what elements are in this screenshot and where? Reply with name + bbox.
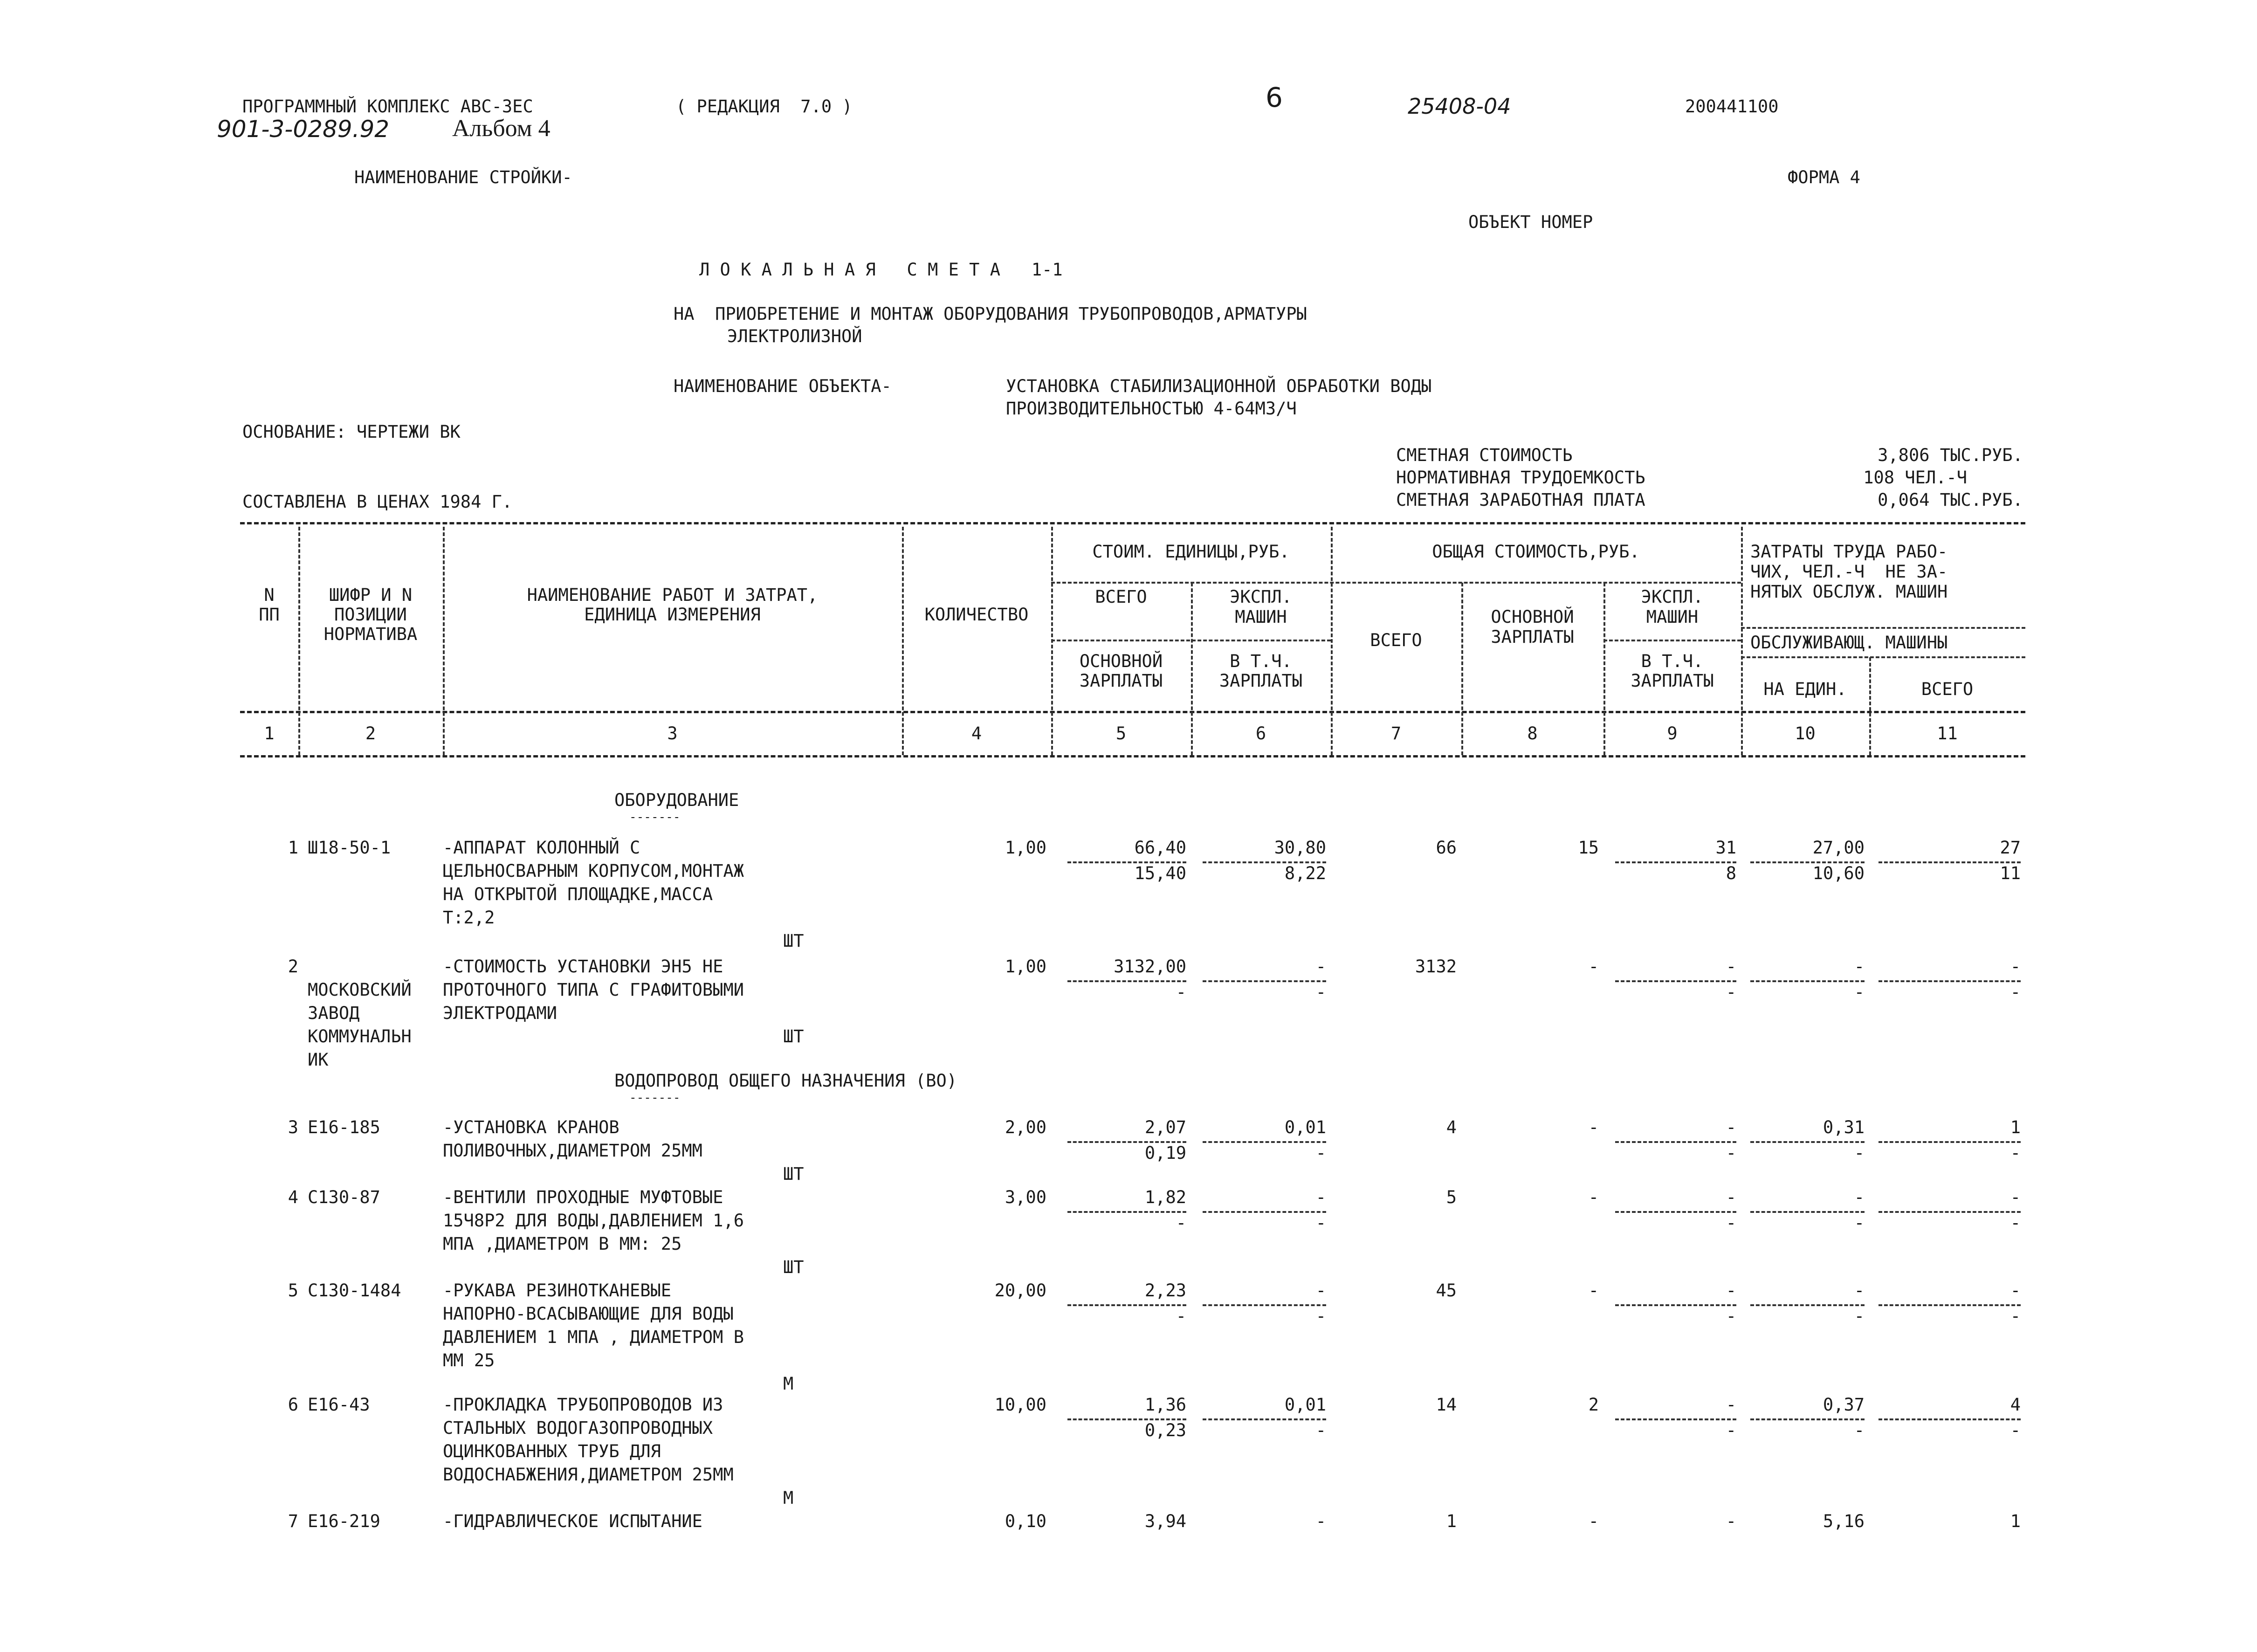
row-unit-cost-total: 1,82 (1144, 1187, 1186, 1207)
th-unit-basic-1: ОСНОВНОЙ (1079, 651, 1163, 671)
summary-value-salary: 0,064 ТЫС.РУБ. (1878, 490, 2023, 510)
row-labor-total: - (2010, 1280, 2021, 1301)
row-unit-basic-salary: - (1176, 982, 1186, 1002)
th-quantity: КОЛИЧЕСТВО (924, 605, 1029, 625)
row-total-incl-salary: - (1726, 1306, 1736, 1326)
row-labor-mach-total: - (2010, 1420, 2021, 1440)
row-unit-incl-salary: - (1315, 1213, 1326, 1233)
row-unit-cost-mach: - (1315, 957, 1326, 977)
estimate-title: Л О К А Л Ь Н А Я С М Е Т А 1-1 (699, 260, 1063, 280)
row-name-line: ЭЛЕКТРОДАМИ (443, 1003, 557, 1023)
row-number: 6 (288, 1395, 298, 1415)
row-labor-mach-total: - (2010, 1213, 2021, 1233)
row-labor-unit: 27,00 (1812, 838, 1865, 858)
row-unit-incl-salary: - (1315, 1143, 1326, 1163)
row-labor-unit: 5,16 (1823, 1511, 1865, 1531)
section-equipment-underline: ------- (629, 810, 681, 824)
col-number: 7 (1390, 723, 1402, 743)
row-total-basic-salary: - (1588, 1187, 1599, 1207)
th-labor-unit: НА ЕДИН. (1763, 679, 1847, 699)
row-sub-rule (1615, 980, 1736, 982)
row-code: С130-87 (308, 1187, 380, 1207)
row-unit-cost-total: 3,94 (1144, 1511, 1186, 1531)
row-number: 1 (288, 838, 298, 858)
row-unit-cost-mach: 0,01 (1284, 1395, 1326, 1415)
row-labor-unit: - (1854, 957, 1865, 977)
row-quantity: 3,00 (1005, 1187, 1046, 1207)
row-unit: ШТ (783, 1026, 804, 1046)
object-name-line-1: УСТАНОВКА СТАБИЛИЗАЦИОННОЙ ОБРАБОТКИ ВОДЫ (1006, 376, 1432, 396)
row-unit-cost-total: 1,36 (1144, 1395, 1186, 1415)
row-labor-unit: 0,37 (1823, 1395, 1865, 1415)
row-total-incl-salary: - (1726, 1213, 1736, 1233)
section-water-underline: ------- (629, 1091, 681, 1105)
col-separator (443, 527, 445, 755)
doc-code: 25408-04 (1408, 94, 1511, 119)
row-total-mach: - (1726, 1187, 1736, 1207)
row-total-cost: 45 (1436, 1280, 1457, 1301)
group-rule (1051, 582, 1741, 584)
th-labor-mach: ОБСЛУЖИВАЮЩ. МАШИНЫ (1750, 633, 1948, 653)
th-labor-total: ВСЕГО (1921, 679, 1974, 699)
row-name-line: НА ОТКРЫТОЙ ПЛОЩАДКЕ,МАССА (443, 884, 713, 904)
row-unit-cost-mach: 0,01 (1284, 1117, 1326, 1137)
th-total-mach-1: ЭКСПЛ. (1641, 587, 1704, 607)
col-number: 10 (1795, 723, 1816, 743)
col-separator (1741, 527, 1743, 755)
object-name-line-2: ПРОИЗВОДИТЕЛЬНОСТЬЮ 4-64М3/Ч (1006, 399, 1297, 419)
row-unit-cost-mach: - (1315, 1187, 1326, 1207)
row-quantity: 20,00 (994, 1280, 1046, 1301)
row-unit: М (783, 1488, 794, 1508)
row-name-line: ММ 25 (443, 1350, 495, 1370)
th-unit-mach-2: МАШИН (1235, 607, 1287, 627)
col-number: 5 (1115, 723, 1127, 743)
row-name-line: ПОЛИВОЧНЫХ,ДИАМЕТРОМ 25ММ (443, 1141, 702, 1161)
row-name-line: СТАЛЬНЫХ ВОДОГАЗОПРОВОДНЫХ (443, 1418, 713, 1438)
col-number: 9 (1667, 723, 1678, 743)
section-water: ВОДОПРОВОД ОБЩЕГО НАЗНАЧЕНИЯ (ВО) (614, 1071, 957, 1091)
form-label: ФОРМА 4 (1788, 167, 1860, 187)
numbers-bottom-rule (240, 755, 2025, 757)
row-name-line: ДАВЛЕНИЕМ 1 МПА , ДИАМЕТРОМ В (443, 1327, 744, 1347)
row-sub-rule (1067, 1304, 1186, 1306)
row-total-incl-salary: - (1726, 1143, 1736, 1163)
row-labor-unit: 0,31 (1823, 1117, 1865, 1137)
row-total-mach: - (1726, 1395, 1736, 1415)
row-sub-rule (1879, 980, 2021, 982)
th-unit-basic-2: ЗАРПЛАТЫ (1079, 671, 1163, 691)
row-quantity: 0,10 (1005, 1511, 1046, 1531)
th-unit-mach-1: ЭКСПЛ. (1230, 587, 1292, 607)
row-sub-rule (1615, 1211, 1736, 1213)
row-code: ИК (308, 1050, 329, 1070)
row-total-basic-salary: - (1588, 957, 1599, 977)
row-total-cost: 4 (1446, 1117, 1457, 1137)
th-n: N (264, 585, 275, 605)
row-name-line: -УСТАНОВКА КРАНОВ (443, 1117, 619, 1137)
row-total-cost: 5 (1446, 1187, 1457, 1207)
row-unit-cost-total: 2,07 (1144, 1117, 1186, 1137)
row-code: С130-1484 (308, 1280, 401, 1301)
row-sub-rule (1750, 1418, 1865, 1420)
row-code: МОСКОВСКИЙ (308, 980, 412, 1000)
program-label: ПРОГРАММНЫЙ КОМПЛЕКС АВС-ЗЕС (242, 96, 533, 117)
row-total-incl-salary: 8 (1726, 863, 1736, 883)
row-number: 4 (288, 1187, 298, 1207)
th-unit-incl-1: В Т.Ч. (1230, 651, 1292, 671)
row-unit-basic-salary: 0,23 (1144, 1420, 1186, 1440)
th-unit-incl-2: ЗАРПЛАТЫ (1219, 671, 1303, 691)
row-sub-rule (1203, 1211, 1326, 1213)
row-labor-total: 27 (2000, 838, 2021, 858)
row-total-incl-salary: - (1726, 1420, 1736, 1440)
row-name-line: 15Ч8Р2 ДЛЯ ВОДЫ,ДАВЛЕНИЕМ 1,6 (443, 1211, 744, 1231)
row-labor-total: 4 (2010, 1395, 2021, 1415)
row-unit-cost-total: 3132,00 (1114, 957, 1186, 977)
row-labor-total: 1 (2010, 1511, 2021, 1531)
row-unit-incl-salary: 8,22 (1284, 863, 1326, 883)
row-name-line: МПА ,ДИАМЕТРОМ В ММ: 25 (443, 1234, 682, 1254)
row-unit-basic-salary: 15,40 (1134, 863, 1186, 883)
row-name-line: -ВЕНТИЛИ ПРОХОДНЫЕ МУФТОВЫЕ (443, 1187, 723, 1207)
row-name-line: ПРОТОЧНОГО ТИПА С ГРАФИТОВЫМИ (443, 980, 744, 1000)
th-labor-1: ЗАТРАТЫ ТРУДА РАБО- (1750, 542, 1948, 562)
row-name-line: Т:2,2 (443, 908, 495, 928)
th-total-incl-1: В Т.Ч. (1641, 651, 1704, 671)
th-total-mach-2: МАШИН (1646, 607, 1699, 627)
row-labor-mach-unit: - (1854, 1143, 1865, 1163)
th-pp: ПП (259, 605, 280, 625)
total-mach-inner-rule (1603, 640, 1741, 641)
row-sub-rule (1203, 1141, 1326, 1143)
row-labor-total: - (2010, 1187, 2021, 1207)
row-unit-basic-salary: 0,19 (1144, 1143, 1186, 1163)
row-labor-total: 1 (2010, 1117, 2021, 1137)
table-top-rule (240, 522, 2025, 524)
row-sub-rule (1879, 1304, 2021, 1306)
row-quantity: 10,00 (994, 1395, 1046, 1415)
project-code: 901-3-0289.92 (217, 116, 390, 143)
row-total-basic-salary: - (1588, 1511, 1599, 1531)
th-name-2: ЕДИНИЦА ИЗМЕРЕНИЯ (584, 605, 761, 625)
labor-inner-rule-2 (1741, 656, 2025, 658)
row-name-line: -ГИДРАВЛИЧЕСКОЕ ИСПЫТАНИЕ (443, 1511, 702, 1531)
row-name-line: -АППАРАТ КОЛОННЫЙ С (443, 838, 640, 858)
row-unit-basic-salary: - (1176, 1306, 1186, 1326)
object-number-label: ОБЪЕКТ НОМЕР (1468, 212, 1593, 232)
prices-label: СОСТАВЛЕНА В ЦЕНАХ 1984 Г. (242, 492, 513, 512)
basis-label: ОСНОВАНИЕ: ЧЕРТЕЖИ ВК (242, 422, 461, 442)
row-code: Ш18-50-1 (308, 838, 391, 858)
col-number: 4 (971, 723, 982, 743)
row-unit-cost-mach: 30,80 (1274, 838, 1326, 858)
row-sub-rule (1067, 980, 1186, 982)
row-labor-mach-total: 11 (2000, 863, 2021, 883)
row-sub-rule (1879, 861, 2021, 863)
row-unit: М (783, 1374, 794, 1394)
row-total-cost: 66 (1436, 838, 1457, 858)
row-total-mach: 31 (1715, 838, 1736, 858)
header-bottom-rule (240, 711, 2025, 713)
row-name-line: ЦЕЛЬНОСВАРНЫМ КОРПУСОМ,МОНТАЖ (443, 861, 744, 881)
row-quantity: 1,00 (1005, 838, 1046, 858)
row-name-line: НАПОРНО-ВСАСЫВАЮЩИЕ ДЛЯ ВОДЫ (443, 1304, 734, 1324)
row-total-basic-salary: - (1588, 1117, 1599, 1137)
col-number: 11 (1937, 723, 1958, 743)
row-name-line: ВОДОСНАБЖЕНИЯ,ДИАМЕТРОМ 25ММ (443, 1465, 734, 1485)
row-code: КОММУНАЛЬН (308, 1026, 412, 1046)
row-labor-unit: - (1854, 1187, 1865, 1207)
th-total-incl-2: ЗАРПЛАТЫ (1631, 671, 1714, 691)
row-labor-mach-unit: 10,60 (1812, 863, 1865, 883)
row-unit-incl-salary: - (1315, 1306, 1326, 1326)
row-labor-mach-unit: - (1854, 1306, 1865, 1326)
row-code: Е16-219 (308, 1511, 380, 1531)
row-unit-cost-total: 66,40 (1134, 838, 1186, 858)
row-unit-cost-total: 2,23 (1144, 1280, 1186, 1301)
col-number: 1 (264, 723, 275, 743)
th-unit-cost-group: СТОИМ. ЕДИНИЦЫ,РУБ. (1092, 542, 1290, 562)
row-total-mach: - (1726, 957, 1736, 977)
row-name-line: -РУКАВА РЕЗИНОТКАНЕВЫЕ (443, 1280, 672, 1301)
th-code-2: ПОЗИЦИИ (334, 605, 407, 625)
album-label: Альбом 4 (452, 115, 550, 142)
edition-label: ( РЕДАКЦИЯ 7.0 ) (676, 96, 853, 117)
row-labor-mach-total: - (2010, 1306, 2021, 1326)
row-code: Е16-43 (308, 1395, 370, 1415)
row-total-basic-salary: - (1588, 1280, 1599, 1301)
th-labor-3: НЯТЫХ ОБСЛУЖ. МАШИН (1750, 582, 1948, 602)
subject-line-2: ЭЛЕКТРОЛИЗНОЙ (727, 326, 862, 346)
row-sub-rule (1879, 1418, 2021, 1420)
row-sub-rule (1203, 980, 1326, 982)
row-sub-rule (1615, 1141, 1736, 1143)
row-labor-mach-unit: - (1854, 982, 1865, 1002)
row-sub-rule (1615, 861, 1736, 863)
row-total-mach: - (1726, 1280, 1736, 1301)
row-unit: ШТ (783, 931, 804, 951)
row-unit-incl-salary: - (1315, 982, 1326, 1002)
row-sub-rule (1615, 1418, 1736, 1420)
row-unit-basic-salary: - (1176, 1213, 1186, 1233)
section-equipment: ОБОРУДОВАНИЕ (614, 790, 739, 810)
row-name-line: -СТОИМОСТЬ УСТАНОВКИ ЭН5 НЕ (443, 957, 723, 977)
row-name-line: ОЦИНКОВАННЫХ ТРУБ ДЛЯ (443, 1441, 661, 1461)
row-total-cost: 14 (1436, 1395, 1457, 1415)
col-number: 3 (667, 723, 678, 743)
row-name-line: -ПРОКЛАДКА ТРУБОПРОВОДОВ ИЗ (443, 1395, 723, 1415)
th-total-basic-1: ОСНОВНОЙ (1491, 607, 1574, 627)
row-labor-mach-total: - (2010, 1143, 2021, 1163)
labor-inner-rule-1 (1741, 627, 2025, 629)
row-number: 2 (288, 957, 298, 977)
row-sub-rule (1750, 980, 1865, 982)
row-sub-rule (1879, 1141, 2021, 1143)
serial-number: 200441100 (1685, 96, 1779, 117)
row-total-cost: 3132 (1415, 957, 1457, 977)
th-total-group: ОБЩАЯ СТОИМОСТЬ,РУБ. (1432, 542, 1640, 562)
row-sub-rule (1750, 1304, 1865, 1306)
col-separator (902, 527, 904, 755)
row-sub-rule (1067, 1211, 1186, 1213)
row-total-incl-salary: - (1726, 982, 1736, 1002)
col-number: 6 (1255, 723, 1266, 743)
row-quantity: 1,00 (1005, 957, 1046, 977)
th-code-1: ШИФР И N (329, 585, 413, 605)
row-unit: ШТ (783, 1164, 804, 1184)
row-sub-rule (1203, 1304, 1326, 1306)
th-total-all: ВСЕГО (1370, 630, 1422, 650)
row-sub-rule (1879, 1211, 2021, 1213)
row-labor-mach-total: - (2010, 982, 2021, 1002)
page-number: 6 (1266, 82, 1283, 113)
th-total-basic-2: ЗАРПЛАТЫ (1491, 627, 1574, 647)
subject-line-1: НА ПРИОБРЕТЕНИЕ И МОНТАЖ ОБОРУДОВАНИЯ ТРУБОПРОВОДОВ,АРМАТУРЫ (674, 304, 1307, 324)
summary-value-labor: 108 ЧЕЛ.-Ч (1863, 468, 1967, 488)
row-labor-unit: - (1854, 1280, 1865, 1301)
unit-cost-inner-rule (1051, 640, 1331, 641)
row-total-mach: - (1726, 1117, 1736, 1137)
th-code-3: НОРМАТИВА (323, 624, 418, 644)
row-number: 3 (288, 1117, 298, 1137)
col-number: 8 (1527, 723, 1538, 743)
row-labor-mach-unit: - (1854, 1213, 1865, 1233)
row-total-cost: 1 (1446, 1511, 1457, 1531)
row-code: Е16-185 (308, 1117, 380, 1137)
summary-value-cost: 3,806 ТЫС.РУБ. (1878, 445, 2023, 465)
th-labor-2: ЧИХ, ЧЕЛ.-Ч НЕ ЗА- (1750, 562, 1948, 582)
row-unit: ШТ (783, 1257, 804, 1277)
row-code: ЗАВОД (308, 1003, 360, 1023)
row-total-basic-salary: 2 (1588, 1395, 1599, 1415)
col-number: 2 (365, 723, 376, 743)
row-unit-cost-mach: - (1315, 1280, 1326, 1301)
row-number: 7 (288, 1511, 298, 1531)
row-unit-incl-salary: - (1315, 1420, 1326, 1440)
row-total-mach: - (1726, 1511, 1736, 1531)
row-sub-rule (1750, 1141, 1865, 1143)
construction-label: НАИМЕНОВАНИЕ СТРОЙКИ- (354, 167, 572, 187)
object-name-label: НАИМЕНОВАНИЕ ОБЪЕКТА- (674, 376, 892, 396)
row-sub-rule (1203, 1418, 1326, 1420)
summary-label-salary: СМЕТНАЯ ЗАРАБОТНАЯ ПЛАТА (1396, 490, 1645, 510)
row-number: 5 (288, 1280, 298, 1301)
row-quantity: 2,00 (1005, 1117, 1046, 1137)
summary-label-cost: СМЕТНАЯ СТОИМОСТЬ (1396, 445, 1573, 465)
row-sub-rule (1750, 1211, 1865, 1213)
row-labor-mach-unit: - (1854, 1420, 1865, 1440)
th-unit-total: ВСЕГО (1095, 587, 1147, 607)
row-sub-rule (1615, 1304, 1736, 1306)
th-name-1: НАИМЕНОВАНИЕ РАБОТ И ЗАТРАТ, (527, 585, 818, 605)
row-total-basic-salary: 15 (1578, 838, 1599, 858)
row-labor-total: - (2010, 957, 2021, 977)
summary-label-labor: НОРМАТИВНАЯ ТРУДОЕМКОСТЬ (1396, 468, 1645, 488)
row-unit-cost-mach: - (1315, 1511, 1326, 1531)
